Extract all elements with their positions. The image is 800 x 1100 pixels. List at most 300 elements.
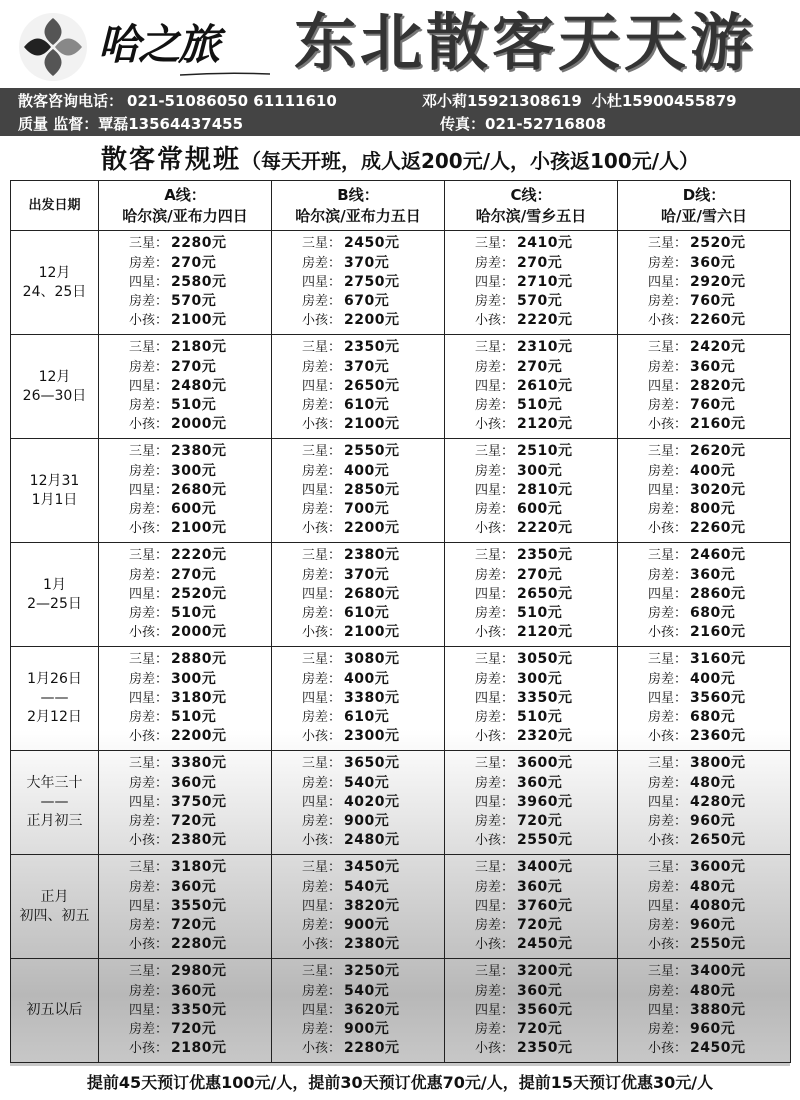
price-label: 房差： xyxy=(648,1022,688,1038)
price-value: 2460元 xyxy=(690,547,746,564)
price-label: 小孩： xyxy=(648,1041,688,1057)
price-value: 4280元 xyxy=(690,793,746,810)
price-line xyxy=(648,754,760,773)
price-value: 2710元 xyxy=(517,273,573,290)
price-line xyxy=(475,916,587,935)
price-line xyxy=(648,897,760,916)
price-line xyxy=(129,708,241,727)
line-route: 哈尔滨/雪乡五日 xyxy=(475,206,587,225)
price-label: 小孩： xyxy=(648,937,688,953)
price-value: 3050元 xyxy=(517,651,573,668)
price-line xyxy=(129,962,241,981)
price-list xyxy=(302,858,414,954)
price-label: 小孩： xyxy=(648,417,688,433)
price-line xyxy=(648,916,760,935)
price-label: 四星： xyxy=(475,274,515,290)
price-list xyxy=(648,858,760,954)
departure-date-cell xyxy=(11,855,99,959)
booking-discount-note: 提前45天预订优惠100元/人，提前30天预订优惠70元/人，提前15天预订优惠30元/人 xyxy=(86,1073,714,1092)
price-label: 房差： xyxy=(475,398,515,414)
price-cell xyxy=(445,335,618,439)
price-value: 360元 xyxy=(517,774,563,791)
price-line xyxy=(129,774,241,793)
price-label: 房差： xyxy=(129,359,169,375)
price-line xyxy=(129,670,241,689)
price-label: 小孩： xyxy=(129,937,169,953)
price-value: 2680元 xyxy=(171,481,227,498)
price-line xyxy=(302,358,414,377)
price-value: 3600元 xyxy=(690,859,746,876)
line-header xyxy=(99,181,272,231)
price-value: 680元 xyxy=(690,709,736,726)
price-label: 四星： xyxy=(475,482,515,498)
price-line xyxy=(475,982,587,1001)
price-line xyxy=(129,982,241,1001)
price-value: 2480元 xyxy=(171,377,227,394)
price-line xyxy=(129,546,241,565)
price-value: 2160元 xyxy=(690,416,746,433)
price-line xyxy=(129,481,241,500)
price-line xyxy=(129,442,241,461)
price-line xyxy=(648,358,760,377)
price-label: 房差： xyxy=(475,775,515,791)
price-line xyxy=(302,1020,414,1039)
price-label: 房差： xyxy=(302,606,342,622)
price-label: 三星： xyxy=(302,652,342,668)
price-line xyxy=(302,254,414,273)
price-label: 房差： xyxy=(648,359,688,375)
price-label: 房差： xyxy=(648,983,688,999)
price-label: 三星： xyxy=(129,860,169,876)
price-label: 三星： xyxy=(129,548,169,564)
price-line xyxy=(475,774,587,793)
price-line xyxy=(648,254,760,273)
price-label: 房差： xyxy=(302,918,342,934)
price-label: 房差： xyxy=(475,983,515,999)
price-line xyxy=(475,754,587,773)
price-value: 2520元 xyxy=(690,235,746,252)
price-line xyxy=(648,1039,760,1058)
price-list xyxy=(475,338,587,434)
section-title-note: （每天开班，成人返200元/人，小孩返100元/人） xyxy=(240,149,700,173)
price-label: 房差： xyxy=(475,502,515,518)
price-table-container xyxy=(10,180,790,1066)
price-line xyxy=(648,962,760,981)
price-line xyxy=(648,708,760,727)
price-label: 房差： xyxy=(129,710,169,726)
line-route: 哈尔滨/亚布力四日 xyxy=(122,206,248,225)
line-header xyxy=(272,181,445,231)
price-value: 760元 xyxy=(690,397,736,414)
price-label: 小孩： xyxy=(129,625,169,641)
price-value: 3880元 xyxy=(690,1001,746,1018)
price-line xyxy=(302,935,414,954)
price-value: 2550元 xyxy=(517,832,573,849)
price-value: 360元 xyxy=(517,982,563,999)
price-label: 四星： xyxy=(648,378,688,394)
price-value: 300元 xyxy=(517,670,563,687)
price-value: 2580元 xyxy=(171,273,227,290)
price-value: 3620元 xyxy=(344,1001,400,1018)
price-label: 房差： xyxy=(302,255,342,271)
price-label: 房差： xyxy=(475,918,515,934)
price-value: 900元 xyxy=(344,917,390,934)
price-cell xyxy=(618,543,791,647)
supervisor xyxy=(18,113,243,135)
price-label: 四星： xyxy=(475,378,515,394)
price-value: 2550元 xyxy=(344,443,400,460)
price-line xyxy=(129,519,241,538)
price-table xyxy=(10,180,791,1063)
price-list xyxy=(302,338,414,434)
price-label: 房差： xyxy=(302,879,342,895)
price-label: 小孩： xyxy=(129,417,169,433)
departure-date-cell xyxy=(11,231,99,335)
price-value: 570元 xyxy=(171,293,217,310)
price-line xyxy=(129,831,241,850)
price-list xyxy=(475,754,587,850)
price-line xyxy=(129,754,241,773)
price-line xyxy=(648,774,760,793)
price-value: 510元 xyxy=(171,397,217,414)
price-value: 720元 xyxy=(517,813,563,830)
price-line xyxy=(302,292,414,311)
price-label: 房差： xyxy=(475,463,515,479)
table-row xyxy=(11,543,791,647)
price-cell xyxy=(99,543,272,647)
price-line xyxy=(302,708,414,727)
price-value: 760元 xyxy=(690,293,736,310)
price-value: 510元 xyxy=(517,397,563,414)
price-line xyxy=(475,585,587,604)
price-cell xyxy=(618,439,791,543)
price-value: 2100元 xyxy=(171,312,227,329)
price-value: 2380元 xyxy=(344,547,400,564)
price-label: 小孩： xyxy=(475,521,515,537)
price-value: 2510元 xyxy=(517,443,573,460)
price-cell xyxy=(272,335,445,439)
price-line xyxy=(648,273,760,292)
line-name: C线： xyxy=(510,185,552,204)
price-line xyxy=(648,623,760,642)
hotline-label: 散客咨询电话： xyxy=(18,92,124,110)
price-label: 三星： xyxy=(648,652,688,668)
price-line xyxy=(648,481,760,500)
table-row xyxy=(11,959,791,1063)
price-line xyxy=(302,650,414,669)
price-list xyxy=(129,858,241,954)
price-value: 3160元 xyxy=(690,651,746,668)
price-line xyxy=(475,1020,587,1039)
price-value: 400元 xyxy=(690,670,736,687)
price-label: 房差： xyxy=(648,918,688,934)
price-cell xyxy=(272,959,445,1063)
price-value: 3350元 xyxy=(171,1001,227,1018)
price-label: 小孩： xyxy=(648,521,688,537)
price-cell xyxy=(445,855,618,959)
price-value: 2280元 xyxy=(344,1040,400,1057)
price-value: 2260元 xyxy=(690,312,746,329)
price-value: 510元 xyxy=(171,605,217,622)
departure-date-line: 2月12日 xyxy=(27,709,82,725)
price-line xyxy=(475,897,587,916)
price-value: 3180元 xyxy=(171,689,227,706)
price-value: 2320元 xyxy=(517,728,573,745)
price-line xyxy=(129,858,241,877)
price-value: 2750元 xyxy=(344,273,400,290)
price-label: 三星： xyxy=(648,860,688,876)
price-list xyxy=(129,962,241,1058)
price-label: 小孩： xyxy=(648,625,688,641)
date-column-header: 出发日期 xyxy=(11,181,99,231)
price-list xyxy=(302,754,414,850)
price-value: 670元 xyxy=(344,293,390,310)
price-list xyxy=(302,962,414,1058)
price-label: 房差： xyxy=(129,1022,169,1038)
price-label: 小孩： xyxy=(129,833,169,849)
price-label: 四星： xyxy=(302,690,342,706)
fax xyxy=(440,113,606,135)
departure-date-line: 大年三十 xyxy=(26,775,83,791)
price-label: 小孩： xyxy=(475,833,515,849)
departure-date-line: 正月 xyxy=(40,888,69,905)
departure-date-line: 12月31 xyxy=(29,472,80,489)
price-value: 3020元 xyxy=(690,481,746,498)
hotline xyxy=(18,90,337,112)
price-label: 房差： xyxy=(302,983,342,999)
price-label: 房差： xyxy=(475,359,515,375)
price-label: 三星： xyxy=(648,236,688,252)
price-label: 房差： xyxy=(129,983,169,999)
price-line xyxy=(129,604,241,623)
price-line xyxy=(129,878,241,897)
departure-date-line: 初四、初五 xyxy=(19,907,90,924)
table-row xyxy=(11,231,791,335)
price-line xyxy=(475,831,587,850)
departure-date-line: 1月 xyxy=(43,576,66,593)
price-line xyxy=(475,254,587,273)
price-value: 3550元 xyxy=(171,897,227,914)
price-value: 2450元 xyxy=(690,1040,746,1057)
price-value: 2860元 xyxy=(690,585,746,602)
price-line xyxy=(475,546,587,565)
price-list xyxy=(648,442,760,538)
price-label: 房差： xyxy=(475,814,515,830)
departure-date-line: 12月 xyxy=(38,264,71,281)
price-value: 2000元 xyxy=(171,624,227,641)
departure-date-cell xyxy=(11,439,99,543)
price-line xyxy=(648,604,760,623)
price-label: 四星： xyxy=(302,586,342,602)
price-line xyxy=(302,377,414,396)
price-line xyxy=(475,234,587,253)
price-line xyxy=(475,623,587,642)
price-line xyxy=(475,358,587,377)
departure-date-cell xyxy=(11,647,99,751)
price-value: 900元 xyxy=(344,813,390,830)
price-line xyxy=(648,812,760,831)
price-label: 三星： xyxy=(302,860,342,876)
price-line xyxy=(302,462,414,481)
price-value: 3380元 xyxy=(171,755,227,772)
price-label: 房差： xyxy=(302,775,342,791)
price-line xyxy=(129,1020,241,1039)
price-line xyxy=(302,982,414,1001)
price-list xyxy=(648,546,760,642)
price-label: 四星： xyxy=(475,690,515,706)
price-value: 3600元 xyxy=(517,755,573,772)
price-cell xyxy=(99,751,272,855)
price-cell xyxy=(272,231,445,335)
price-value: 3350元 xyxy=(517,689,573,706)
price-line xyxy=(302,670,414,689)
price-line xyxy=(129,377,241,396)
price-value: 2160元 xyxy=(690,624,746,641)
price-value: 3800元 xyxy=(690,755,746,772)
price-line xyxy=(129,916,241,935)
price-value: 2550元 xyxy=(690,936,746,953)
price-list xyxy=(302,234,414,330)
price-value: 2100元 xyxy=(171,520,227,537)
price-line xyxy=(302,566,414,585)
price-value: 370元 xyxy=(344,358,390,375)
price-line xyxy=(648,585,760,604)
price-line xyxy=(648,566,760,585)
price-value: 400元 xyxy=(690,462,736,479)
price-label: 三星： xyxy=(129,964,169,980)
price-line xyxy=(302,519,414,538)
price-value: 2200元 xyxy=(344,520,400,537)
price-line xyxy=(475,878,587,897)
price-label: 三星： xyxy=(648,548,688,564)
price-value: 3400元 xyxy=(690,963,746,980)
price-label: 房差： xyxy=(648,294,688,310)
price-value: 2820元 xyxy=(690,377,746,394)
price-line xyxy=(129,234,241,253)
price-value: 3250元 xyxy=(344,963,400,980)
price-label: 房差： xyxy=(129,671,169,687)
price-value: 4080元 xyxy=(690,897,746,914)
price-line xyxy=(302,858,414,877)
price-value: 480元 xyxy=(690,774,736,791)
table-row xyxy=(11,751,791,855)
departure-date-line: 2—25日 xyxy=(27,595,82,612)
price-list xyxy=(475,858,587,954)
price-value: 2880元 xyxy=(171,651,227,668)
price-line xyxy=(129,727,241,746)
price-line xyxy=(129,812,241,831)
price-list xyxy=(648,754,760,850)
price-value: 360元 xyxy=(690,358,736,375)
price-line xyxy=(302,604,414,623)
price-line xyxy=(129,1001,241,1020)
price-label: 房差： xyxy=(302,710,342,726)
header xyxy=(0,0,800,88)
price-value: 2380元 xyxy=(171,443,227,460)
price-label: 三星： xyxy=(475,860,515,876)
price-value: 540元 xyxy=(344,774,390,791)
price-label: 小孩： xyxy=(475,313,515,329)
price-value: 370元 xyxy=(344,566,390,583)
price-label: 房差： xyxy=(475,1022,515,1038)
price-label: 房差： xyxy=(129,294,169,310)
price-line xyxy=(129,585,241,604)
price-value: 2100元 xyxy=(344,624,400,641)
price-value: 2200元 xyxy=(171,728,227,745)
departure-date-line: 12月 xyxy=(38,368,71,385)
price-value: 480元 xyxy=(690,982,736,999)
logo-swoosh xyxy=(180,72,270,76)
price-value: 3650元 xyxy=(344,755,400,772)
price-line xyxy=(475,377,587,396)
price-line xyxy=(648,396,760,415)
price-value: 2100元 xyxy=(344,416,400,433)
price-line xyxy=(129,311,241,330)
price-value: 270元 xyxy=(517,358,563,375)
contact-bar xyxy=(0,88,800,136)
price-line xyxy=(648,831,760,850)
price-line xyxy=(475,962,587,981)
price-value: 2200元 xyxy=(344,312,400,329)
price-line xyxy=(129,462,241,481)
departure-date-line: 26—30日 xyxy=(22,387,87,404)
departure-date-cell xyxy=(11,751,99,855)
price-label: 四星： xyxy=(129,794,169,810)
price-cell xyxy=(445,647,618,751)
price-label: 房差： xyxy=(302,502,342,518)
price-line xyxy=(475,481,587,500)
price-line xyxy=(302,1039,414,1058)
price-line xyxy=(475,670,587,689)
price-line xyxy=(129,292,241,311)
price-label: 房差： xyxy=(129,918,169,934)
price-label: 房差： xyxy=(648,814,688,830)
departure-date-line: —— xyxy=(40,794,69,810)
price-value: 600元 xyxy=(171,501,217,518)
price-value: 2220元 xyxy=(517,312,573,329)
price-label: 四星： xyxy=(648,1002,688,1018)
price-label: 三星： xyxy=(302,964,342,980)
price-line xyxy=(475,1039,587,1058)
price-label: 小孩： xyxy=(302,833,342,849)
departure-date-cell xyxy=(11,543,99,647)
price-value: 610元 xyxy=(344,605,390,622)
price-line xyxy=(648,462,760,481)
line-route: 哈/亚/雪六日 xyxy=(661,206,747,225)
price-line xyxy=(302,442,414,461)
price-cell xyxy=(445,959,618,1063)
price-line xyxy=(475,689,587,708)
price-label: 房差： xyxy=(302,463,342,479)
line-name: A线： xyxy=(164,185,206,204)
price-label: 房差： xyxy=(648,463,688,479)
price-value: 360元 xyxy=(690,254,736,271)
price-label: 小孩： xyxy=(475,625,515,641)
price-value: 270元 xyxy=(171,254,217,271)
departure-date-line: 24、25日 xyxy=(22,283,87,300)
price-label: 房差： xyxy=(129,502,169,518)
price-line xyxy=(302,273,414,292)
line-header xyxy=(445,181,618,231)
price-cell xyxy=(445,231,618,335)
price-value: 400元 xyxy=(344,462,390,479)
price-value: 270元 xyxy=(171,358,217,375)
price-label: 房差： xyxy=(648,398,688,414)
price-label: 房差： xyxy=(475,255,515,271)
price-line xyxy=(475,338,587,357)
price-cell xyxy=(445,439,618,543)
price-label: 房差： xyxy=(129,606,169,622)
